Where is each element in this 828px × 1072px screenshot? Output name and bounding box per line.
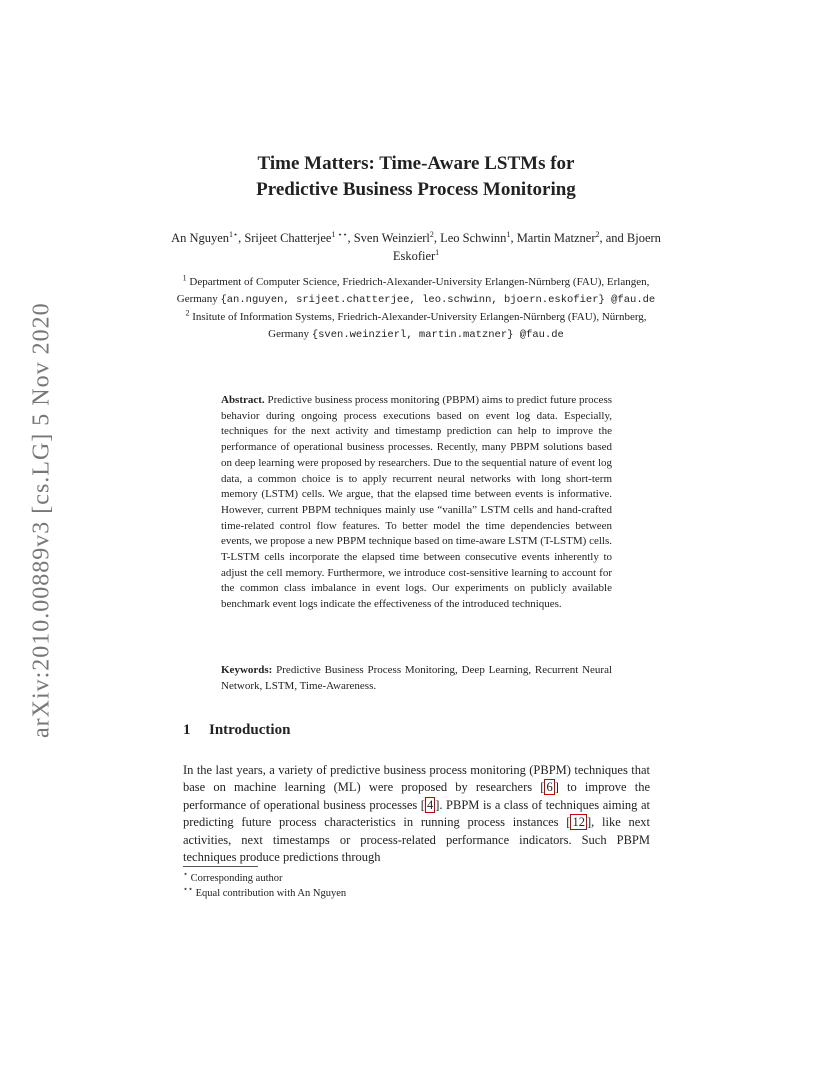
author-mark: 2 (595, 229, 600, 239)
author-name: , Sven Weinzierl (347, 231, 430, 245)
citation-link[interactable]: 12 (572, 815, 585, 830)
author-name: , Leo Schwinn (433, 231, 507, 245)
footnote-1 (183, 871, 346, 886)
footnote-text: Equal contribution with An Nguyen (195, 888, 347, 899)
affiliations (170, 274, 662, 344)
intro-paragraph: In the last years, a variety of predictive business process monitoring (PBPM) techniques that base on machine learning (ML) were proposed by researchers [ 6 ] to improve the performance of operational business processes [ 4 ]. PBPM is a class of techniques aiming at predicting future process characteristics in running process instances [ 12 ], like next activities, next timestamps or process-related performance indicators. Such PBPM techniques produce predictions through (183, 763, 651, 865)
footnote-rule (183, 866, 258, 867)
author-mark: 1 ⋆⋆ (331, 229, 348, 239)
paper-title (150, 151, 682, 203)
intro-text: , like next activities, next timestamps or process-related performance indicators. Such PBPM techniques produce predictions through (183, 815, 650, 865)
abstract-text: Predictive business process monitoring (PBPM) aims to predict future process behavior during ongoing process executions based on event log data. Especially, techniques for the next activity and timestamp prediction can help to improve the performance of operational business processes. Recently, many PBPM solutions based on deep learning were proposed by researchers. Due to the sequential nature of event log data, a common choice is to apply recurrent neural networks with long short-term memory (LSTM) cells. We argue, that the elapsed time between events is informative. However, current PBPM techniques mainly use “vanilla” LSTM cells and hand-crafted time-related control flow features. To better model the time dependencies between events, we propose a new PBPM technique based on time-aware LSTM (T-LSTM) cells. T-LSTM cells incorporate the elapsed time between consecutive events inherently to adjust the cell memory. Furthermore, we introduce cost-sensitive learning to account for the common class imbalance in event logs. Our experiments on publicly available benchmark event logs indicate the effectiveness of the introduced techniques. (221, 394, 613, 611)
section-title: Introduction (209, 722, 291, 738)
intro-text: In the last years, a variety of predictive business process monitoring (PBPM) techniques that base on machine learning (ML) were proposed by researchers (183, 763, 650, 795)
footnotes (183, 871, 346, 901)
affiliation-mark: 2 (185, 308, 190, 318)
author-mark: 1 (435, 247, 440, 257)
affiliation-emails: {an.nguyen, srijeet.chatterjee, leo.schwinn, bjoern.eskofier} @fau.de (220, 294, 656, 306)
affiliation-1 (170, 274, 662, 309)
affiliation-mark: 1 (182, 273, 187, 283)
affiliation-2 (170, 309, 662, 344)
author-name: , Srijeet Chatterjee (238, 231, 332, 245)
citation-link[interactable]: 4 (426, 797, 434, 812)
footnote-text: Corresponding author (190, 873, 283, 884)
abstract-label: Abstract. (221, 394, 265, 406)
affiliation-text: Insitute of Information Systems, Friedrich-Alexander-University Erlangen-Nürnberg (FAU), Nürnberg, Germany (192, 311, 647, 340)
affiliation-text: Department of Computer Science, Friedrich-Alexander-University Erlangen-Nürnberg (FAU), Erlangen, Germany (176, 276, 650, 305)
author-mark: 1⋆ (229, 229, 239, 239)
section-heading (183, 722, 290, 739)
footnote-mark: ⋆ (183, 869, 189, 879)
intro-text: to improve the performance of operational business processes (183, 780, 651, 812)
abstract (221, 393, 612, 613)
keywords (221, 663, 612, 694)
author-name: , and Bjoern Eskofier (392, 231, 661, 263)
title-line-2: Predictive Business Process Monitoring (256, 179, 576, 200)
author-mark: 2 (429, 229, 434, 239)
keywords-text: Predictive Business Process Monitoring, Deep Learning, Recurrent Neural Network, LSTM, Time-Awareness. (221, 664, 613, 692)
intro-text: . PBPM is a class of techniques aiming at predicting future process characteristics in running process instances (183, 797, 650, 830)
author-mark: 1 (506, 229, 511, 239)
author-list (170, 229, 662, 265)
section-number: 1 (183, 722, 191, 738)
affiliation-emails: {sven.weinzierl, martin.matzner} @fau.de (311, 329, 564, 341)
author-name: , Martin Matzner (510, 231, 596, 245)
author-name: An Nguyen (171, 231, 230, 245)
keywords-label: Keywords: (221, 664, 273, 676)
citation-link[interactable]: 6 (546, 780, 553, 795)
footnote-mark: ⋆⋆ (183, 884, 194, 894)
arxiv-stamp: arXiv:2010.00889v3 [cs.LG] 5 Nov 2020 (28, 302, 55, 738)
title-line-1: Time Matters: Time-Aware LSTMs for (257, 153, 575, 174)
footnote-2 (183, 886, 346, 901)
